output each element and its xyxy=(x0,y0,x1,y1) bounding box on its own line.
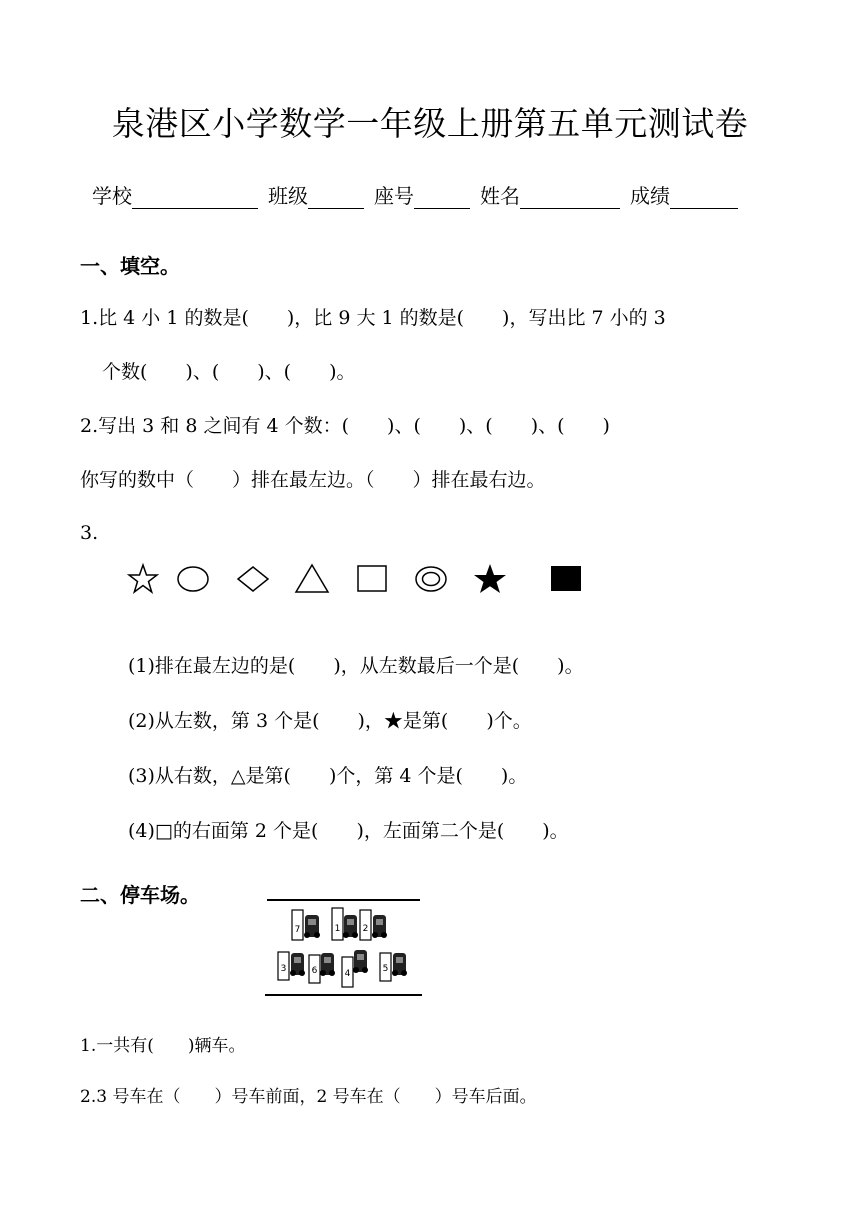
parking-number: 3 xyxy=(280,964,287,974)
question-3-sub-4: (4)□的右面第 2 个是( )，左面第二个是( )。 xyxy=(128,820,569,842)
parking-space-2 xyxy=(360,910,387,940)
question-3-sub-2: (2)从左数，第 3 个是( )，★是第( )个。 xyxy=(128,710,532,732)
circle-icon xyxy=(178,567,208,591)
question-3-sub-3: (3)从右数，△是第( )个，第 4 个是( )。 xyxy=(128,765,528,787)
section1-heading: 一、填空。 xyxy=(80,254,180,278)
question-3-sub-1: (1)排在最左边的是( )，从左数最后一个是( )。 xyxy=(128,655,584,677)
car-icon xyxy=(372,915,387,938)
page-title: 泉港区小学数学一年级上册第五单元测试卷 xyxy=(111,104,749,143)
parking-space-5 xyxy=(380,953,407,981)
parking-number: 2 xyxy=(362,924,369,934)
question-1-line-1: 1.比 4 小 1 的数是( )，比 9 大 1 的数是( )，写出比 7 小的 3 xyxy=(80,307,666,329)
name-label: 姓名 xyxy=(480,184,520,208)
question-2-line-1: 2.写出 3 和 8 之间有 4 个数：( )、( )、( )、( ) xyxy=(80,415,610,437)
car-icon xyxy=(343,915,358,938)
car-icon xyxy=(320,953,335,976)
parking-space-6 xyxy=(309,953,335,983)
parking-space-4 xyxy=(342,950,368,987)
question-3-label: 3. xyxy=(80,522,99,544)
parking-number: 1 xyxy=(334,924,341,934)
question-2-line-2: 你写的数中（ ）排在最左边。（ ）排在最右边。 xyxy=(80,469,546,491)
parking-space-1 xyxy=(332,908,358,940)
double-circle-icon xyxy=(416,567,446,591)
parking-number: 7 xyxy=(294,925,301,935)
parking-number: 6 xyxy=(311,966,318,976)
school-field[interactable] xyxy=(132,186,258,209)
section2-question-1: 1.一共有( )辆车。 xyxy=(80,1036,246,1056)
square-icon xyxy=(358,566,386,591)
car-icon xyxy=(304,915,320,938)
student-info-row xyxy=(92,180,738,209)
square-filled-icon xyxy=(551,566,581,591)
car-icon xyxy=(353,950,368,973)
parking-number: 4 xyxy=(344,969,351,979)
school-label: 学校 xyxy=(92,184,132,208)
class-field[interactable] xyxy=(308,186,364,209)
score-label: 成绩 xyxy=(630,184,670,208)
question-1-line-2: 个数( )、( )、( )。 xyxy=(102,361,356,383)
section2-question-2: 2.3 号车在（ ）号车前面，2 号车在（ ）号车后面。 xyxy=(80,1087,537,1107)
diamond-icon xyxy=(238,567,268,591)
triangle-icon xyxy=(296,565,328,592)
car-icon xyxy=(290,953,305,976)
parking-number: 5 xyxy=(382,964,389,974)
parking-space-7 xyxy=(292,910,320,940)
parking-space-3 xyxy=(278,952,305,980)
star-filled-icon xyxy=(474,564,506,593)
parking-lot-image xyxy=(262,895,424,999)
section2-heading: 二、停车场。 xyxy=(80,883,200,907)
class-label: 班级 xyxy=(268,184,308,208)
name-field[interactable] xyxy=(520,186,620,209)
seat-field[interactable] xyxy=(414,186,470,209)
seat-label: 座号 xyxy=(374,184,414,208)
score-field[interactable] xyxy=(670,186,738,209)
shapes-row xyxy=(120,560,600,600)
car-icon xyxy=(392,953,407,976)
star-outline-icon xyxy=(129,565,157,592)
